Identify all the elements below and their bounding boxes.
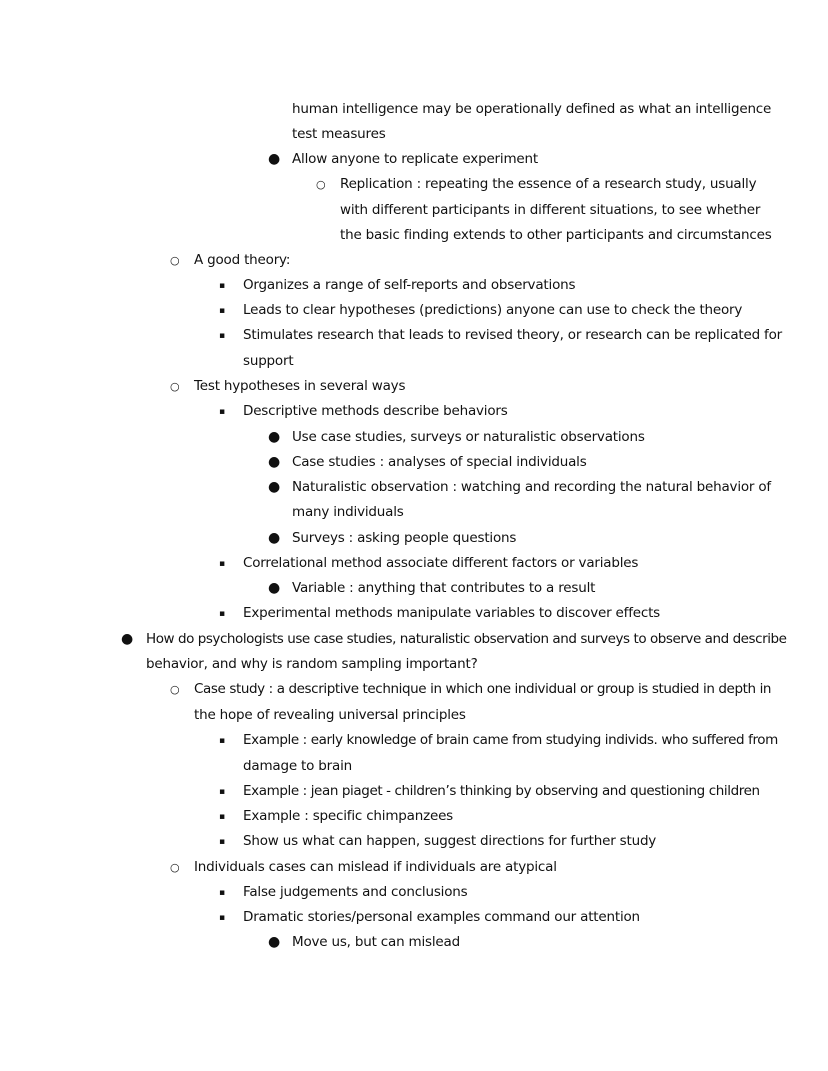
- note-line: Move us, but can mislead: [292, 934, 460, 950]
- note-line: Leads to clear hypotheses (predictions) anyone can use to check the theory: [243, 302, 743, 318]
- note-line: Use case studies, surveys or naturalistic observations: [292, 429, 645, 445]
- square-marker-icon: ▪: [219, 888, 226, 898]
- bullet-marker-icon: ●: [268, 454, 281, 470]
- square-marker-icon: ▪: [219, 913, 226, 923]
- circle-marker-icon: ○: [170, 254, 180, 267]
- note-line: Case study : a descriptive technique in which one individual or group is studied in depth in: [194, 681, 772, 697]
- note-line: How do psychologists use case studies, naturalistic observation and surveys to observe and describe: [146, 631, 787, 647]
- note-line: Correlational method associate different factors or variables: [243, 555, 639, 571]
- square-marker-icon: ▪: [219, 812, 226, 822]
- square-marker-icon: ▪: [219, 736, 226, 746]
- bullet-marker-icon: ●: [268, 479, 281, 495]
- square-marker-icon: ▪: [219, 331, 226, 341]
- square-marker-icon: ▪: [219, 306, 226, 316]
- note-line: Descriptive methods describe behaviors: [243, 403, 508, 419]
- note-line: damage to brain: [243, 758, 352, 774]
- note-line: support: [243, 353, 294, 369]
- square-marker-icon: ▪: [219, 281, 226, 291]
- note-line: Dramatic stories/personal examples command our attention: [243, 909, 640, 925]
- note-line: test measures: [292, 126, 386, 142]
- note-line: the hope of revealing universal principles: [194, 707, 466, 723]
- note-line: Example : early knowledge of brain came from studying individs. who suffered from: [243, 732, 778, 748]
- note-line: the basic finding extends to other participants and circumstances: [340, 227, 772, 243]
- note-line: Example : jean piaget - children’s thinking by observing and questioning children: [243, 783, 760, 799]
- bullet-marker-icon: ●: [268, 934, 281, 950]
- note-line: Naturalistic observation : watching and recording the natural behavior of: [292, 479, 771, 495]
- circle-marker-icon: ○: [170, 380, 180, 393]
- note-line: many individuals: [292, 504, 404, 520]
- note-line: False judgements and conclusions: [243, 884, 468, 900]
- circle-marker-icon: ○: [316, 178, 326, 191]
- note-line: Example : specific chimpanzees: [243, 808, 454, 824]
- square-marker-icon: ▪: [219, 609, 226, 619]
- bullet-marker-icon: ●: [268, 151, 281, 167]
- note-line: Allow anyone to replicate experiment: [292, 151, 538, 167]
- note-line: A good theory:: [194, 252, 291, 268]
- note-line: Replication : repeating the essence of a research study, usually: [340, 176, 757, 192]
- note-line: Surveys : asking people questions: [292, 530, 517, 546]
- square-marker-icon: ▪: [219, 837, 226, 847]
- note-line: Organizes a range of self-reports and observations: [243, 277, 576, 293]
- note-line: human intelligence may be operationally defined as what an intelligence: [292, 101, 772, 117]
- square-marker-icon: ▪: [219, 787, 226, 797]
- note-line: Variable : anything that contributes to a result: [292, 580, 596, 596]
- bullet-marker-icon: ●: [268, 580, 281, 596]
- note-line: Stimulates research that leads to revised theory, or research can be replicated for: [243, 327, 783, 343]
- circle-marker-icon: ○: [170, 683, 180, 696]
- note-line: Case studies : analyses of special individuals: [292, 454, 587, 470]
- note-line: Experimental methods manipulate variables to discover effects: [243, 605, 661, 621]
- note-line: with different participants in different situations, to see whether: [340, 202, 761, 218]
- circle-marker-icon: ○: [170, 861, 180, 874]
- bullet-marker-icon: ●: [121, 631, 134, 647]
- square-marker-icon: ▪: [219, 407, 226, 417]
- note-line: behavior, and why is random sampling important?: [146, 656, 478, 672]
- bullet-marker-icon: ●: [268, 530, 281, 546]
- note-line: Individuals cases can mislead if individuals are atypical: [194, 859, 557, 875]
- note-line: Test hypotheses in several ways: [194, 378, 406, 394]
- note-line: Show us what can happen, suggest directions for further study: [243, 833, 657, 849]
- bullet-marker-icon: ●: [268, 429, 281, 445]
- square-marker-icon: ▪: [219, 559, 226, 569]
